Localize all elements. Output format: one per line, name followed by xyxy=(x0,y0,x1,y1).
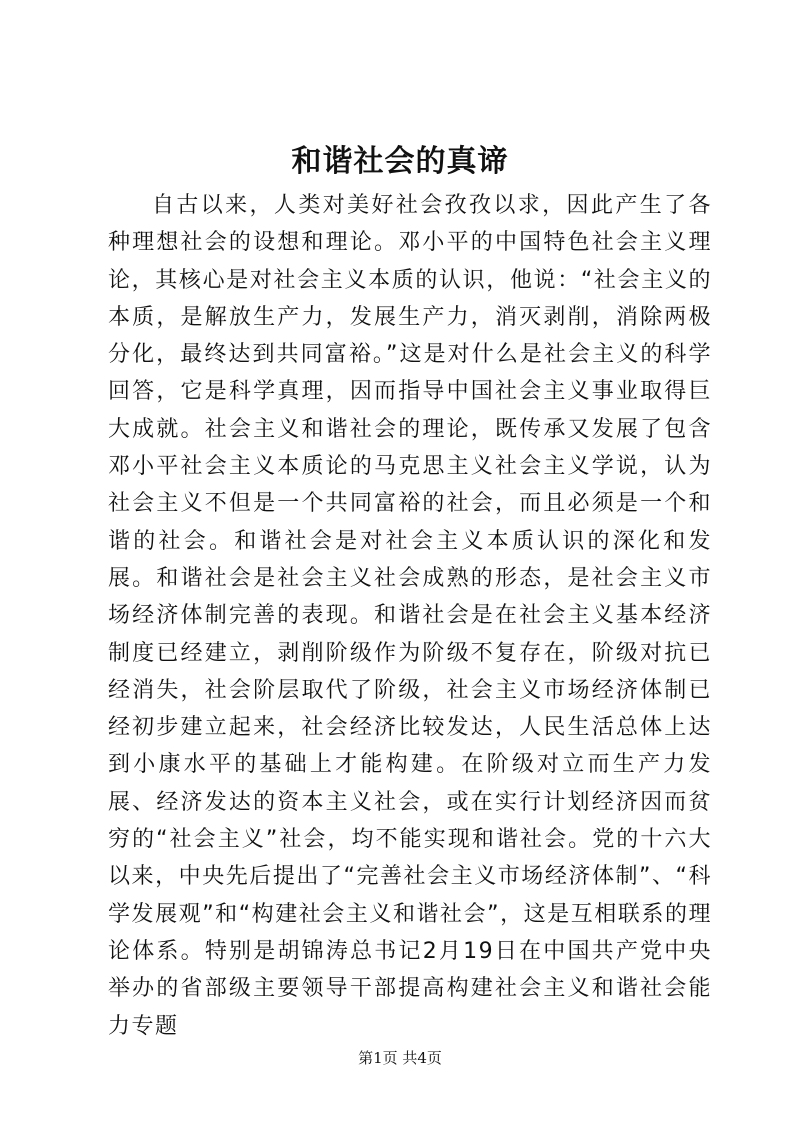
document-title: 和谐社会的真谛 xyxy=(291,144,509,179)
body-paragraph: 自古以来，人类对美好社会孜孜以求，因此产生了各种理想社会的设想和理论。邓小平的中国特色社会主义理论，其核心是对社会主义本质的认识，他说：“社会主义的本质，是解放生产力，发展生产力，消灭剥削，消除两极分化，最终达到共同富裕。”这是对什么是社会主义的科学回答，它是科学真理，因而指导中国社会主义事业取得巨大成就。社会主义和谐社会的理论，既传承又发展了包含邓小平社会主义本质论的马克思主义社会主义学说，认为社会主义不但是一个共同富裕的社会，而且必须是一个和谐的社会。和谐社会是对社会主义本质认识的深化和发展。和谐社会是社会主义社会成熟的形态，是社会主义市场经济体制完善的表现。和谐社会是在社会主义基本经济制度已经建立，剥削阶级作为阶级不复存在，阶级对抗已经消失，社会阶层取代了阶级，社会主义市场经济体制已经初步建立起来，社会经济比较发达，人民生活总体上达到小康水平的基础上才能构建。在阶级对立而生产力发展、经济发达的资本主义社会，或在实行计划经济因而贫穷的“社会主义”社会，均不能实现和谐社会。党的十六大以来，中央先后提出了“完善社会主义市场经济体制”、“科学发展观”和“构建社会主义和谐社会”，这是互相联系的理论体系。特别是胡锦涛总书记2月19日在中国共产党中央举办的省部级主要领导干部提高构建社会主义和谐社会能力专题 xyxy=(108,193,712,1039)
page-footer: 第1页 共4页 xyxy=(358,1049,442,1067)
